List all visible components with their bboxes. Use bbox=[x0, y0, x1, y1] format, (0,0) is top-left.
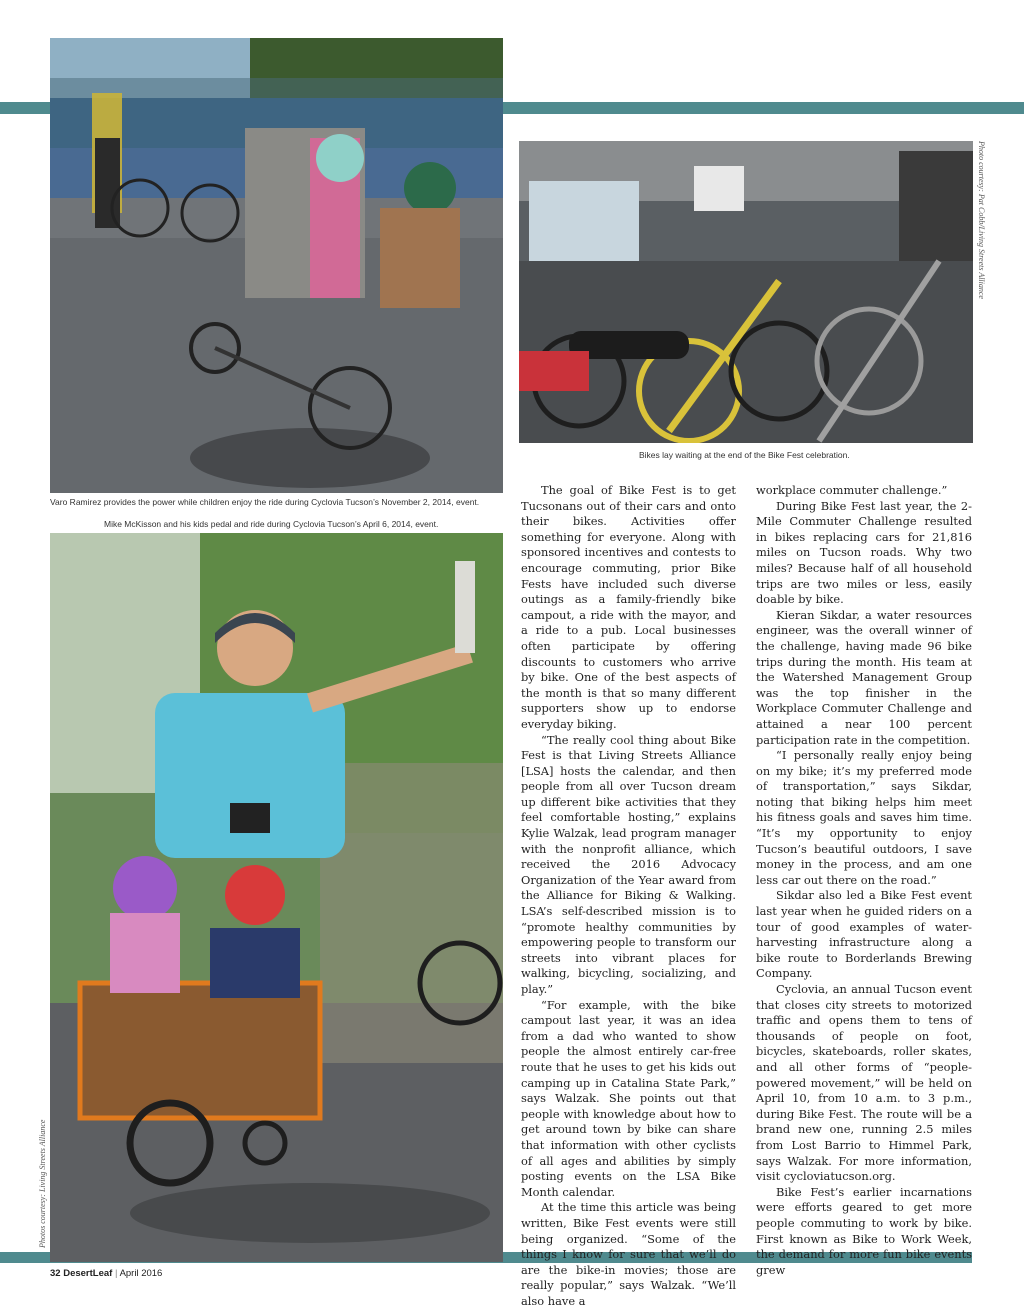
article-paragraph: The goal of Bike Fest is to get Tucsonans out of their cars and onto their bikes. Activities offer something for everyone. Along with sponsored incentives and contests to encourage commuting, prior Bike Fests have included such diverse outings as a family-friendly bike campout, a ride with the mayor, and a ride to a pub. Local businesses often participate by offering discounts to customers who arrive by bike. One of the best aspects of the month is that so many different supporters show up to endorse everyday biking. bbox=[521, 483, 736, 731]
page-number: 32 bbox=[50, 1268, 61, 1279]
article-paragraph: Kieran Sikdar, a water resources engineer, was the overall winner of the challenge, having made 96 bike trips during the month. His team at the Watershed Management Group was the top finisher in the Workplace Commuter Challenge and attained a near 100 percent participation rate in the competition. bbox=[756, 607, 972, 747]
photo-cargo-bike-family bbox=[50, 533, 503, 1262]
article-paragraph: Sikdar also led a Bike Fest event last year when he guided riders on a tour of good examples of water-harvesting infrastructure along a bike route to Borderlands Brewing Company. bbox=[756, 888, 972, 981]
credit-cargo-bike: Photos courtesy: Living Streets Alliance bbox=[38, 1119, 47, 1248]
article-paragraph: At the time this article was being written, Bike Fest events were still being organized. “Some of the things I know for sure that we’ll do are the bike-in movies; those are really popular,” says Walzak. “We’ll also have a bbox=[521, 1200, 736, 1308]
article-paragraph: workplace commuter challenge.” bbox=[756, 483, 948, 497]
credit-parked-bikes: Photo courtesy: Pat Cobb/Living Streets Alliance bbox=[977, 141, 986, 299]
article-paragraph: During Bike Fest last year, the 2-Mile Commuter Challenge resulted in bikes replacing cars for 21,816 miles on Tucson roads. Why two miles? Because half of all household trips are two miles or less, easily doable by bike. bbox=[756, 498, 972, 607]
top-band-left bbox=[0, 102, 50, 114]
caption-cyclist-with-children: Varo Ramirez provides the power while children enjoy the ride during Cyclovia Tucson’s November 2, 2014, event. bbox=[50, 497, 480, 507]
article-paragraph: Cyclovia, an annual Tucson event that closes city streets to motorized traffic and opens them to tens of thousands of people on foot, bicycles, skateboards, roller skates, and all other forms of “people-powered movement,” will be held on April 10, from 10 a.m. to 3 p.m., during Bike Fest. The route will be a brand new one, running 2.5 miles from Lost Barrio to Himmel Park, says Walzak. For more information, visit cycloviatucson.org. bbox=[756, 982, 972, 1184]
photo-parked-bikes bbox=[519, 141, 973, 443]
magazine-name: DesertLeaf bbox=[63, 1268, 113, 1279]
caption-cargo-bike: Mike McKisson and his kids pedal and ride during Cyclovia Tucson’s April 6, 2014, event. bbox=[104, 519, 439, 529]
issue-date: April 2016 bbox=[119, 1268, 163, 1279]
article-column-1 bbox=[521, 483, 736, 1309]
article-column-2 bbox=[756, 483, 972, 1278]
photo-cyclist-with-children bbox=[50, 38, 503, 493]
caption-parked-bikes: Bikes lay waiting at the end of the Bike Fest celebration. bbox=[639, 450, 850, 460]
page-footer bbox=[50, 1268, 162, 1279]
article-paragraph: Bike Fest’s earlier incarnations were efforts geared to get more people commuting to work by bike. First known as Bike to Work Week, the demand for more fun bike events grew bbox=[756, 1184, 972, 1277]
article-paragraph: “The really cool thing about Bike Fest is that Living Streets Alliance [LSA] hosts the calendar, and then people from all over Tucson dream up different bike activities that they feel comfortable hosting,” explains Kylie Walzak, lead program manager with the nonprofit alliance, which received the 2016 Advocacy Organization of the Year award from the Alliance for Biking & Walking. LSA’s self-described mission is to “promote healthy communities by empowering people to transform our streets into vibrant places for walking, bicycling, socializing, and play.” bbox=[521, 732, 736, 996]
article-paragraph: “I personally really enjoy being on my bike; it’s my preferred mode of transportation,” says Sikdar, noting that biking helps him meet his fitness goals and saves him time. “It’s my opportunity to enjoy Tucson’s beautiful outdoors, I save money in the process, and am one less car out there on the road.” bbox=[756, 748, 972, 887]
article-paragraph: “For example, with the bike campout last year, it was an idea from a dad who wanted to show people the almost entirely car-free route that he uses to get his kids out camping up in Catalina State Park,” says Walzak. She points out that people with knowledge about how to get around town by bike can share that information with other cyclists of all ages and abilities by simply posting events on the LSA Bike Month calendar. bbox=[521, 997, 736, 1199]
footer-separator: | bbox=[114, 1268, 118, 1279]
top-band-right bbox=[503, 102, 1024, 114]
